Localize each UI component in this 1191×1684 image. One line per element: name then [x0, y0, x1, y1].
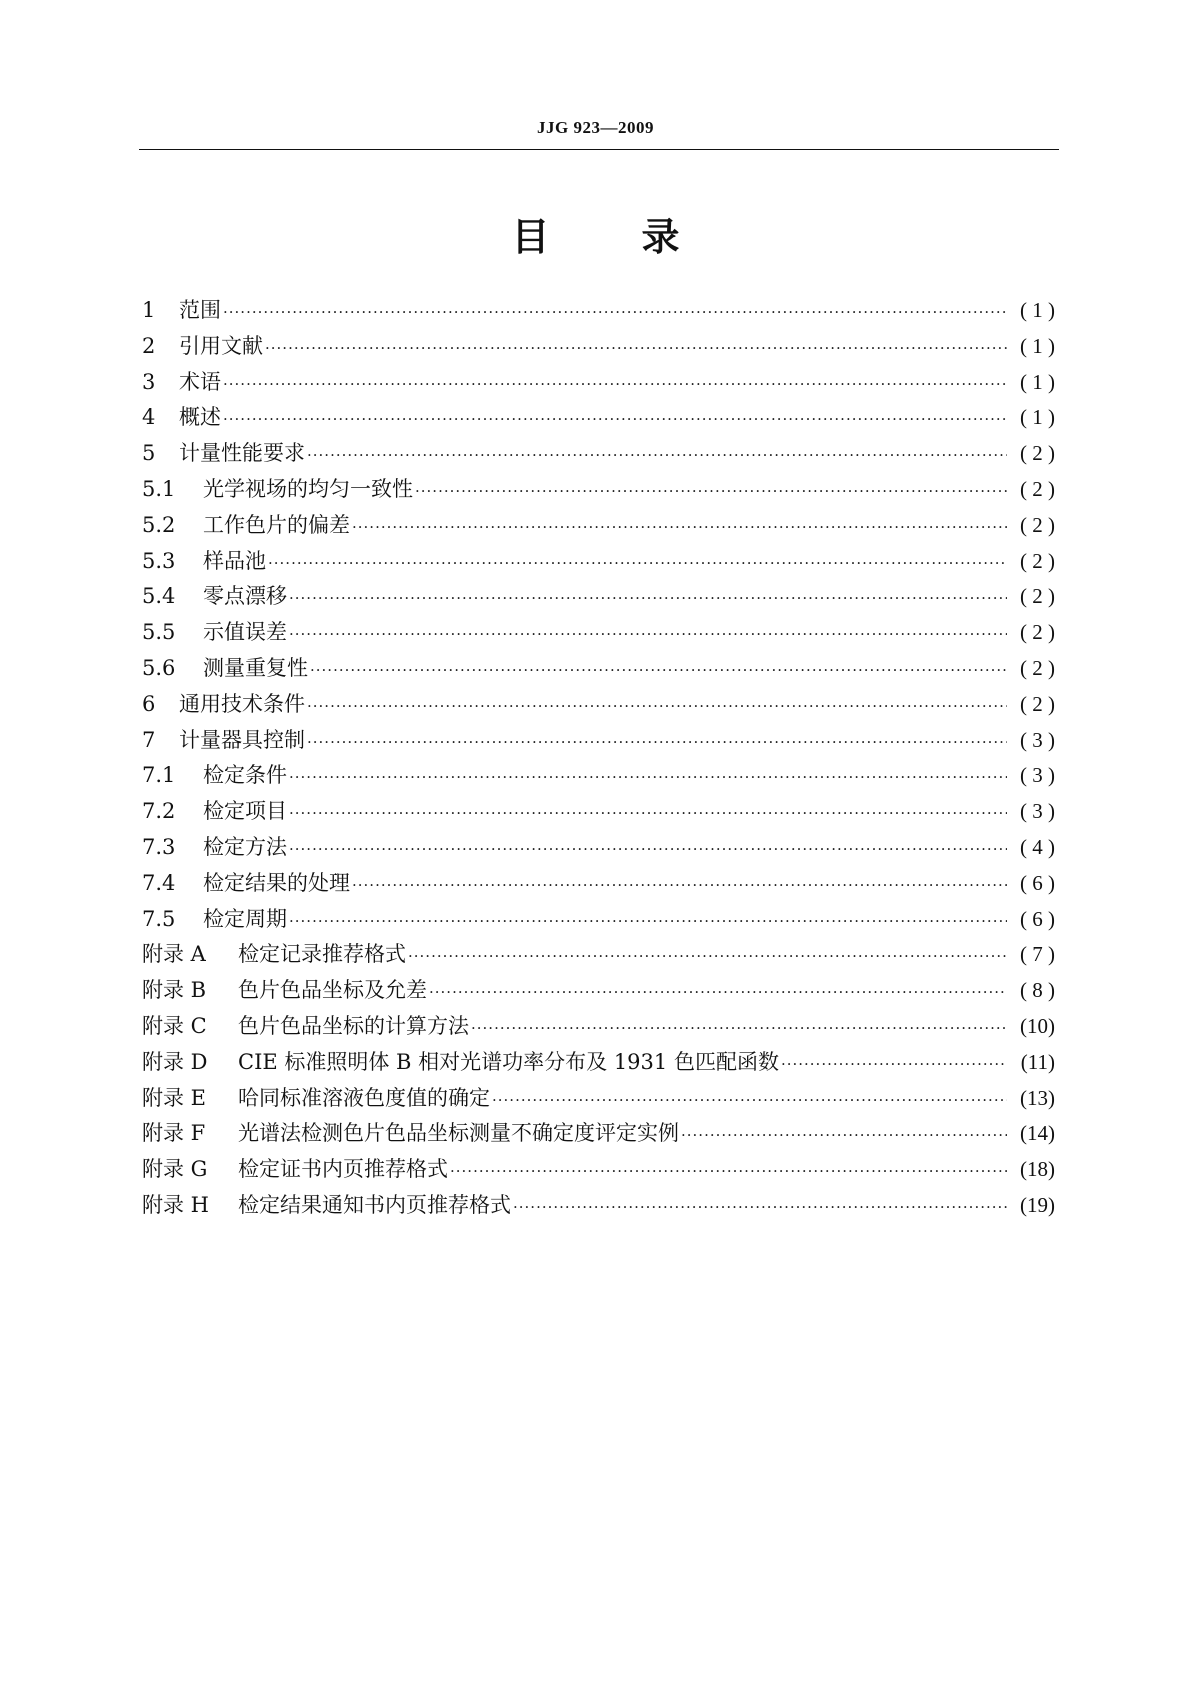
toc-entry-title: 光学视场的均匀一致性 [203, 476, 413, 501]
toc-entry-page: ( 1 ) [1020, 405, 1055, 430]
toc-entry-title: 计量性能要求 [179, 441, 305, 466]
toc-entry-page: ( 2 ) [1020, 548, 1055, 573]
toc-leader-dots [492, 1091, 1007, 1109]
header-rule [139, 149, 1059, 150]
toc-entry-page: ( 2 ) [1020, 584, 1055, 609]
toc-entry-number: 5.3 [142, 548, 176, 573]
toc-entry-title: 零点漂移 [203, 584, 287, 609]
toc-entry-number: 7.2 [142, 799, 176, 824]
toc-entry-title: 检定条件 [203, 763, 287, 788]
toc-entry-title: 示值误差 [203, 620, 287, 645]
toc-entry-page: ( 3 ) [1020, 799, 1055, 824]
toc-entry-number: 1 [142, 298, 156, 322]
toc-entry[interactable] [142, 401, 1055, 437]
title-char-2: 录 [641, 215, 680, 259]
toc-entry[interactable] [142, 616, 1055, 652]
toc-leader-dots [408, 947, 1007, 965]
toc-leader-dots [352, 876, 1007, 894]
toc-entry-page: ( 2 ) [1020, 620, 1055, 645]
toc-leader-dots [289, 625, 1007, 643]
toc-entry-page: ( 2 ) [1020, 441, 1055, 466]
toc-entry-number: 7 [142, 727, 156, 752]
toc-entry-page: (13) [1020, 1085, 1055, 1110]
toc-entry-number: 5.6 [142, 655, 176, 680]
toc-leader-dots [223, 303, 1007, 321]
toc-leader-dots [307, 733, 1007, 751]
toc-entry[interactable] [142, 366, 1055, 402]
toc-leader-dots [268, 554, 1007, 572]
toc-leader-dots [450, 1162, 1007, 1180]
toc-entry-number: 3 [142, 369, 156, 394]
toc-entry[interactable] [142, 688, 1055, 724]
toc-leader-dots [307, 697, 1007, 715]
toc-entry-title: 样品池 [203, 548, 266, 573]
toc-entry[interactable] [142, 724, 1055, 760]
toc-entry-page: (11) [1020, 1049, 1055, 1074]
toc-entry[interactable] [142, 509, 1055, 545]
toc-entry-page: ( 2 ) [1020, 691, 1055, 716]
toc-entry[interactable] [142, 759, 1055, 795]
toc-entry-title: 引用文献 [179, 333, 263, 358]
toc-entry-title: 色片色品坐标的计算方法 [238, 1013, 469, 1038]
toc-entry-number: 7.5 [142, 906, 176, 931]
toc-entry[interactable] [142, 938, 1055, 974]
toc-entry-title: CIE 标准照明体 B 相对光谱功率分布及 1931 色匹配函数 [238, 1049, 779, 1074]
toc-entry-title: 检定结果的处理 [203, 870, 350, 895]
toc-entry-page: (19) [1020, 1192, 1055, 1217]
toc-leader-dots [429, 983, 1007, 1001]
toc-leader-dots [307, 446, 1007, 464]
toc-entry-title: 检定项目 [203, 799, 287, 824]
toc-entry[interactable] [142, 1153, 1055, 1189]
toc-entry-number: 5.5 [142, 620, 176, 645]
toc-entry-title: 检定周期 [203, 906, 287, 931]
toc-entry-title: 工作色片的偏差 [203, 512, 350, 537]
toc-entry-page: ( 6 ) [1020, 870, 1055, 895]
toc-entry[interactable] [142, 795, 1055, 831]
toc-entry[interactable] [142, 1082, 1055, 1118]
toc-entry[interactable] [142, 580, 1055, 616]
toc-entry[interactable] [142, 437, 1055, 473]
toc-leader-dots [289, 589, 1007, 607]
toc-entry-title: 哈同标准溶液色度值的确定 [238, 1085, 490, 1110]
toc-entry-title: 光谱法检测色片色品坐标测量不确定度评定实例 [238, 1121, 679, 1146]
toc-leader-dots [223, 410, 1007, 428]
toc-entry-title: 计量器具控制 [179, 727, 305, 752]
toc-leader-dots [265, 339, 1007, 357]
toc-entry[interactable] [142, 903, 1055, 939]
title-char-1: 目 [511, 215, 550, 259]
toc-entry-number: 附录 E [142, 1085, 207, 1110]
toc-entry-number: 2 [142, 333, 156, 358]
toc-entry[interactable] [142, 1010, 1055, 1046]
toc-entry-title: 检定证书内页推荐格式 [238, 1157, 448, 1182]
toc-entry-title: 检定方法 [203, 834, 287, 859]
toc-entry-number: 附录 D [142, 1049, 208, 1074]
toc-entry-page: ( 2 ) [1020, 512, 1055, 537]
document-number-header: JJG 923—2009 [537, 118, 654, 137]
toc-leader-dots [289, 840, 1007, 858]
toc-entry-number: 5.1 [142, 476, 176, 501]
table-of-contents [142, 294, 1055, 1225]
toc-entry-page: ( 8 ) [1020, 978, 1055, 1003]
toc-entry-page: ( 2 ) [1020, 476, 1055, 501]
toc-entry-page: ( 1 ) [1020, 369, 1055, 394]
toc-entry[interactable] [142, 867, 1055, 903]
toc-entry-title: 检定记录推荐格式 [238, 942, 406, 967]
toc-entry[interactable] [142, 1046, 1055, 1082]
toc-entry-title: 测量重复性 [203, 655, 308, 680]
toc-leader-dots [310, 661, 1007, 679]
toc-entry-number: 5.2 [142, 512, 176, 537]
toc-entry-number: 附录 G [142, 1157, 208, 1182]
toc-leader-dots [513, 1198, 1007, 1216]
toc-leader-dots [223, 375, 1007, 393]
toc-entry-number: 5.4 [142, 584, 176, 609]
toc-entry-page: (14) [1020, 1121, 1055, 1146]
toc-leader-dots [289, 912, 1007, 930]
toc-entry-number: 6 [142, 691, 156, 716]
toc-leader-dots [415, 482, 1007, 500]
toc-entry[interactable] [142, 330, 1055, 366]
toc-leader-dots [471, 1019, 1007, 1037]
toc-entry-number: 附录 A [142, 942, 206, 967]
toc-entry-page: ( 1 ) [1020, 333, 1055, 358]
toc-entry-number: 附录 H [142, 1192, 209, 1217]
toc-entry-title: 色片色品坐标及允差 [238, 978, 427, 1003]
toc-entry[interactable] [142, 1117, 1055, 1153]
toc-leader-dots [289, 768, 1007, 786]
toc-leader-dots [352, 518, 1007, 536]
toc-entry-title: 通用技术条件 [179, 691, 305, 716]
toc-entry-number: 7.1 [142, 763, 176, 788]
toc-entry-number: 附录 F [142, 1121, 206, 1146]
toc-entry[interactable] [142, 1189, 1055, 1225]
toc-entry-page: ( 1 ) [1020, 298, 1055, 322]
toc-entry[interactable] [142, 473, 1055, 509]
toc-leader-dots [781, 1055, 1007, 1073]
toc-entry[interactable] [142, 831, 1055, 867]
toc-entry[interactable] [142, 545, 1055, 581]
toc-entry-page: ( 6 ) [1020, 906, 1055, 931]
toc-entry-page: (10) [1020, 1013, 1055, 1038]
toc-entry[interactable] [142, 294, 1055, 330]
toc-entry-page: ( 3 ) [1020, 763, 1055, 788]
toc-entry-page: ( 7 ) [1020, 942, 1055, 967]
toc-entry[interactable] [142, 974, 1055, 1010]
toc-entry-number: 附录 C [142, 1013, 207, 1038]
toc-leader-dots [681, 1126, 1007, 1144]
toc-entry-title: 概述 [179, 405, 221, 430]
toc-entry-page: (18) [1020, 1157, 1055, 1182]
page-title [0, 212, 1191, 262]
toc-leader-dots [289, 804, 1007, 822]
toc-entry-number: 7.4 [142, 870, 176, 895]
toc-entry-number: 7.3 [142, 834, 176, 859]
toc-entry-number: 4 [142, 405, 156, 430]
toc-entry-page: ( 4 ) [1020, 834, 1055, 859]
toc-entry-number: 附录 B [142, 978, 207, 1003]
toc-entry-title: 术语 [179, 369, 221, 394]
toc-entry-title: 检定结果通知书内页推荐格式 [238, 1192, 511, 1217]
toc-entry-page: ( 2 ) [1020, 655, 1055, 680]
toc-entry-number: 5 [142, 441, 156, 466]
toc-entry-page: ( 3 ) [1020, 727, 1055, 752]
toc-entry[interactable] [142, 652, 1055, 688]
toc-entry-title: 范围 [179, 298, 221, 322]
